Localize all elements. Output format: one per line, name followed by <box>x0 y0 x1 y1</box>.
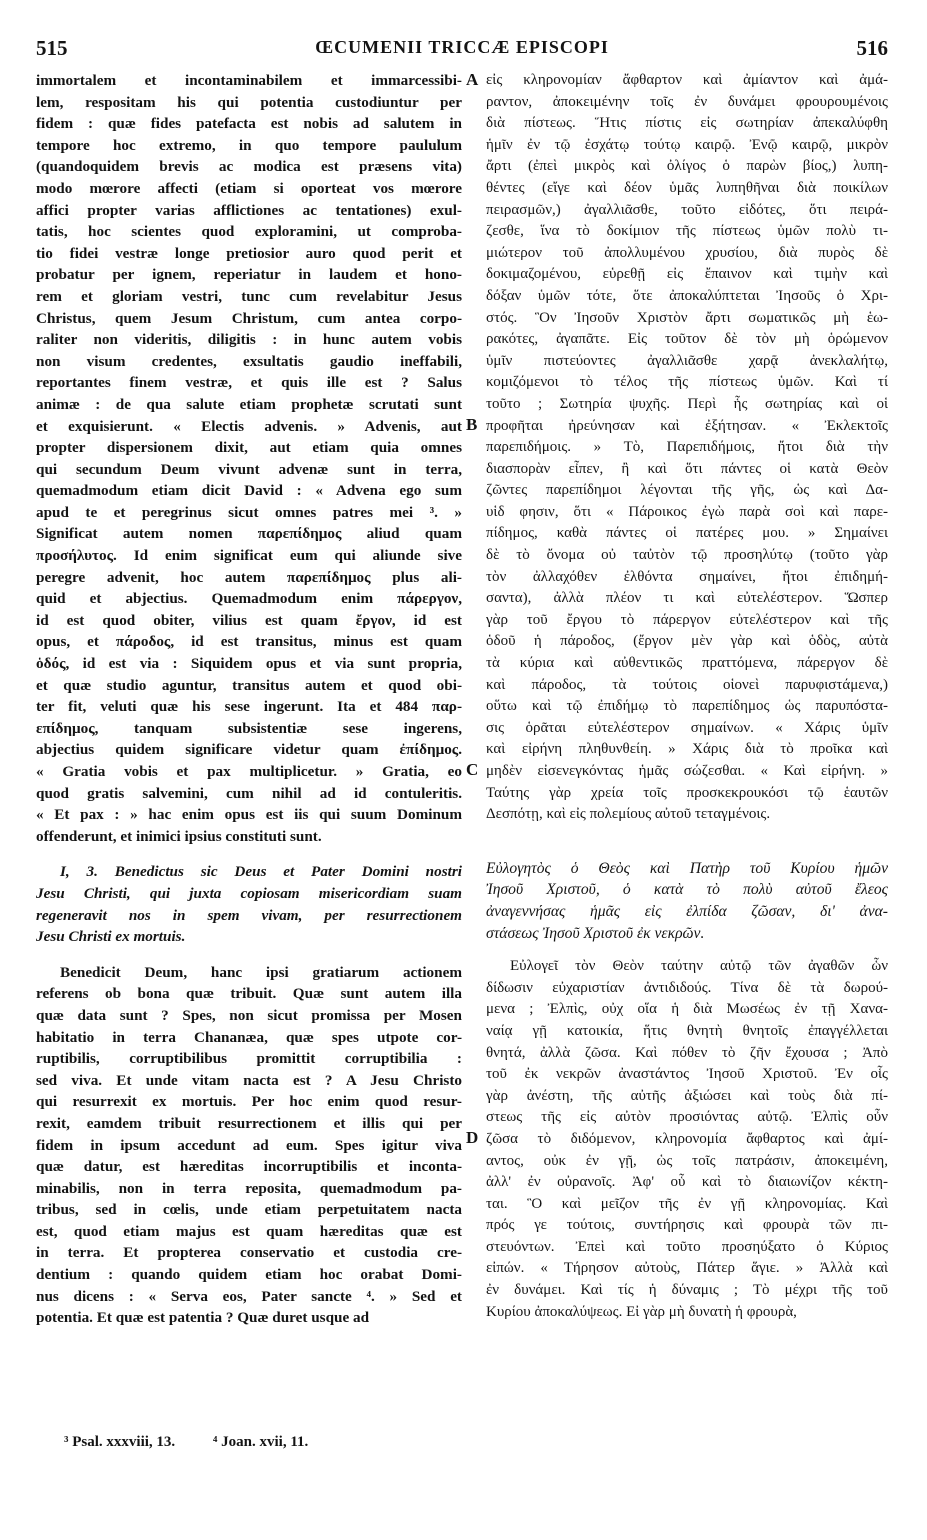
text-line: ναίᾳ γῇ κατοικία, ἥτις θνητὴ θνητοῖς ἐπαγγέλλεται <box>486 1022 888 1039</box>
text-line: καὶ πάροδος, τὰ τούτοις οἱονεὶ παρυφιστάμενα,) <box>486 676 888 693</box>
text-line: peregre advenit, hoc autem παρεπίδημος plus ali- <box>36 568 462 586</box>
text-line: potentia. Et quæ est patentia ? Quæ duret usque ad <box>36 1309 370 1327</box>
text-line: θέντες (εἴγε καὶ δέον ὑμᾶς λυπηθῆναι διὰ ποικίλων <box>486 179 888 196</box>
text-line: dentium : quando quidem etiam hoc orabat Domi- <box>36 1266 462 1284</box>
text-line: διὰ πίστεως. Ἥτις πίστις εἰς σωτηρίαν ἀπεκαλύφθη <box>486 115 888 132</box>
margin-letter-c: C <box>466 760 479 779</box>
text-line: μιώτερον τοῦ ἀπολλυμένου χρυσίου, διὰ πυρὸς δὲ <box>486 244 888 261</box>
text-line: Ταύτης γὰρ χρεία τοῖς προσκεκρουκόσι τῷ ἑαυτῶν <box>486 784 888 801</box>
text-line: ruptibilis, corruptibilibus promittit corruptibilia : <box>36 1050 462 1068</box>
text-line: Significat autem nomen παρεπίδημος aliud quam <box>36 525 462 543</box>
text-line: habitatio in terra Chananæa, quæ spes utpote cor- <box>36 1028 462 1046</box>
text-line: ἄρτι (ἐπεὶ μικρὸς καὶ ὀλίγος ὁ παρὼν βίος,) λυπη- <box>486 158 888 175</box>
text-line: τοῦτο ; Σωτηρία ψυχῆς. Περὶ ἧς σωτηρίας καὶ οἱ <box>486 395 888 412</box>
text-line: I, 3. Benedictus sic Deus et Pater Domini nostri <box>60 863 462 881</box>
text-line: Jesu Christi ex mortuis. <box>36 928 186 946</box>
text-line: offenderunt, et inimici ipsius constituti sunt. <box>36 827 322 845</box>
text-line: lem, respositam his qui potentia custodiuntur per <box>36 93 462 111</box>
text-line: ρακότες, ἀγαπᾶτε. Εἰς τοῦτον δὲ τὸν μὴ ὁρώμενον <box>486 331 888 348</box>
latin-scripture-heading <box>36 861 462 947</box>
text-line: modo mœrore affecti (etiam si oporteat vos mœrore <box>36 179 462 197</box>
text-line: non visum credentes, exsultatis gaudio ineffabili, <box>36 352 462 370</box>
text-line: quemadmodum etiam dicit David : « Advena ego sum <box>36 482 462 500</box>
text-line: (quandoquidem brevis ac modica est præsens vita) <box>36 158 462 176</box>
text-line: οὕτω καὶ τῷ ἐπιδήμῳ τὸ παρεπίδημος ὡς παρυπόστα- <box>486 698 888 715</box>
text-line: quæ datur, est hæreditas incorruptibilis et inconta- <box>36 1158 462 1176</box>
text-line: πειρασμῶν,) ἀγαλλιᾶσθε, τοῦτο εἰδότες, ὅτι πειρά- <box>486 201 888 218</box>
margin-letter-b: B <box>466 415 478 434</box>
text-line: apud te et peregrinus sicut omnes patres mei ³. » <box>36 503 462 521</box>
text-line: γὰρ τοῦ ἔργου τὸ πάρεργον εὐτελέστερον καὶ τῆς <box>486 611 888 628</box>
text-line: tribus, sed in cœlis, unde etiam perpetuitatem nacta <box>36 1201 462 1219</box>
text-line: fidem in ipsum accedunt ad eum. Spes igitur viva <box>36 1136 462 1154</box>
text-line: εἰπών. « Τήρησον αὐτοὺς, Πάτερ ἅγιε. » Ἀλλὰ καὶ <box>486 1260 888 1277</box>
text-line: ται. Ὃ καὶ μεῖζον τῆς ἐν γῇ κληρονομίας. Καὶ <box>486 1195 888 1212</box>
text-line: τοῦ ἐκ νεκρῶν ἀναστάντος Ἰησοῦ Χριστοῦ. Ἐν οἷς <box>486 1066 888 1083</box>
greek-body-2 <box>486 956 888 1323</box>
text-line: et exquisierunt. « Electis advenis. » Advenis, aut <box>36 417 462 435</box>
text-line: προφῆται ἠρεύνησαν καὶ ἐξήτησαν. « Ἐκλεκτοῖς <box>486 417 888 434</box>
text-line: « Gratia vobis et pax multiplicetur. » Gratia, eo <box>36 763 462 780</box>
text-line: referens ob bona quæ tribuit. Quæ sunt autem illa <box>36 985 462 1003</box>
text-line: ζῶσα τὸ διδόμενον, κληρονομία ἄφθαρτος καὶ ἀμί- <box>486 1130 888 1147</box>
margin-letter-a: A <box>466 70 479 89</box>
text-line: δόξαν ὑμῶν τότε, ὅτε ἀποκαλύπτεται Ἰησοῦς ὁ Χρι- <box>486 287 888 304</box>
text-line: abjectius quidem significare videtur quam ἐπίδημος. <box>36 741 462 759</box>
text-line: δὲ τὸ ὄνομα οὐ ταὐτὸν τῷ προσηλύτῳ (τοῦτο γὰρ <box>486 547 888 564</box>
text-line: id est quod obiter, vilius est quam ἔργον, id est <box>36 611 462 629</box>
text-line: μηδὲν εἰσενεγκόντας ἡμᾶς σώζεσθαι. « Καὶ εἰρήνη. » <box>486 763 888 779</box>
text-line: quæ data sunt ? Spes, non sicut promissa per Mosen <box>36 1006 462 1024</box>
text-line: Εὐλογεῖ τὸν Θεὸν ταύτην αὐτῷ τῶν ἀγαθῶν ὧν <box>510 958 888 975</box>
text-line: ter fit, veluti quæ his sese ingerunt. Ita et 484 παρ- <box>36 698 462 716</box>
text-line: qui resurrexit ex mortuis. Per hoc enim quod resur- <box>36 1093 462 1111</box>
text-line: ὁδός, id est via : Siquidem opus et via sunt propria, <box>36 655 462 673</box>
text-line: sed viva. Et unde vitam nacta est ? A Jesu Christo <box>36 1071 462 1089</box>
text-line: καὶ εἰρήνη πληθυνθείη. » Χάρις διὰ τὸ προῖκα καὶ <box>486 741 888 758</box>
text-line: στευόντων. Ἐπεὶ καὶ τοῦτο προσηύξατο ὁ Κύριος <box>486 1238 888 1255</box>
text-line: επίδημος, tanquam subsistentiæ sese ingerens, <box>36 719 462 737</box>
text-line: qui secundum Deum vivunt advenæ sunt in terra, <box>36 460 462 478</box>
running-title: ŒCUMENII TRICCÆ EPISCOPI <box>315 37 609 57</box>
text-line: προσήλυτος. Id enim significat eum qui aliunde sive <box>36 547 462 565</box>
footnotes <box>64 1434 342 1451</box>
text-line: fidem : quæ fides patefacta est nobis ad salutem in <box>36 115 462 133</box>
text-line: in terra. Et propterea conservatio et custodia cre- <box>36 1244 462 1262</box>
text-line: διασπορὰν εἶπεν, ἢ καὶ ὅτι πάντες οἱ κατὰ Θεὸν <box>486 460 888 477</box>
text-line: Jesu Christi, qui juxta copiosam misericordiam suam <box>36 884 462 902</box>
text-line: minabilis, non in terra reposita, quemadmodum pa- <box>36 1179 462 1197</box>
text-line: μενα ; Ἐλπὶς, οὐχ οἵα ἡ διὰ Μωσέως ἐν τῇ Χανα- <box>486 1001 888 1018</box>
footnote-4: ⁴ Joan. xvii, 11. <box>212 1434 309 1450</box>
text-line: rem et gloriam vestri, tunc cum revelabitur Jesus <box>36 287 462 305</box>
text-line: tio fidei vestræ longe pretiosior auro quod perit et <box>36 244 462 262</box>
latin-body-2 <box>36 962 462 1329</box>
text-line: rexit, eamdem tribuit resurrectionem et illis qui per <box>36 1114 462 1132</box>
text-line: Benedicit Deum, hanc ipsi gratiarum actionem <box>60 963 462 981</box>
text-line: ὁδοῦ ἡ πάροδος, (ἔργον μὲν γὰρ καὶ ὁδὸς, αὐτὰ <box>486 633 888 650</box>
text-line: Ἰησοῦ Χριστοῦ, ὁ κατὰ τὸ πολὺ αὐτοῦ ἔλεος <box>486 881 888 899</box>
text-line: animæ : de qua salute etiam prophetæ scrutati sunt <box>36 395 462 413</box>
text-line: υἱδ φησιν, ὅτι « Πάροικος ἐγὼ παρὰ σοὶ καὶ παρε- <box>486 503 888 520</box>
page-number-left: 515 <box>36 36 68 60</box>
text-line: Christus, quem Jesum Christum, cum antea corpo- <box>36 309 462 327</box>
text-line: κομιζόμενοι τὸ τέλος τῆς πίστεως ὑμῶν. Καὶ τί <box>486 374 888 391</box>
text-line: τὰ κύρια καὶ αὐθεντικῶς πραττόμενα, πάρεργον δὲ <box>486 655 888 672</box>
text-line: θνητά, ἀλλὰ ζῶσα. Καὶ πόθεν τὸ ζῆν ἔχουσα ; Ἀπὸ <box>486 1044 888 1061</box>
footnote-3: ³ Psal. xxxviii, 13. <box>64 1434 176 1450</box>
text-line: σις ὁρᾶται εὐτελέστερον σημαίνων. « Χάρις ὑμῖν <box>486 719 888 736</box>
text-line: probatur per ignem, reperiatur in laudem et hono- <box>36 266 462 284</box>
text-line: Κυρίου ἀποκαλύψεως. Εἰ γὰρ μὴ δυνατὴ ἡ φρουρὰ, <box>486 1303 797 1320</box>
text-line: παρεπιδήμοις. » Τὸ, Παρεπιδήμοις, ἤτοι διὰ τὴν <box>486 439 888 456</box>
text-line: γὰρ ἀνέστη, τῆς αὐτῆς ἀξιώσει καὶ τοὺς διὰ πί- <box>486 1087 888 1104</box>
text-line: est, quod etiam majus est quam hæreditas quæ est <box>36 1222 462 1240</box>
text-line: στάσεως Ἰησοῦ Χριστοῦ ἐκ νεκρῶν. <box>486 924 705 942</box>
text-line: στεως τῆς εἰς αὐτὸν προσιόντας αὐτῷ. Ἐλπὶς οὖν <box>486 1109 888 1126</box>
text-line: ζῶντες παρεπίδημοι λέγονται τῆς γῆς, ὡς καὶ Δα- <box>486 482 888 499</box>
text-line: tatis, hoc scientes quod exploramini, ut comproba- <box>36 223 462 241</box>
greek-scripture-heading <box>486 858 888 944</box>
text-line: Εὐλογητὸς ὁ Θεὸς καὶ Πατὴρ τοῦ Κυρίου ἡμῶν <box>486 859 888 877</box>
text-line: δίδωσιν εὐχαριστίαν ἀντιδιδούς. Τίνα δὲ τὰ δωρού- <box>486 979 888 996</box>
greek-column <box>486 70 888 1323</box>
text-line: στός. Ὃν Ἰησοῦν Χριστὸν ἄρτι σωματικῶς μὴ ἑω- <box>486 309 888 326</box>
text-line: ραντον, ἀποκειμένην τοῖς ἐν δυνάμει φρουρουμένοις <box>486 93 888 110</box>
text-line: quod gratis salvemini, cum nihil ad id contuleritis. <box>36 784 462 802</box>
text-line: quid et abjectius. Quemadmodum enim πάρεργον, <box>36 590 462 608</box>
text-line: regeneravit nos in spem vivam, per resurrectionem <box>36 906 462 924</box>
text-line: ἐν δυνάμει. Καὶ τίς ἡ δύναμις ; Τὸ μέχρι τῆς τοῦ <box>486 1282 888 1299</box>
text-line: εἰς κληρονομίαν ἄφθαρτον καὶ ἀμίαντον καὶ ἀμά- <box>486 72 888 88</box>
text-line: ἡμῖν ἐν τῷ ἐσχάτῳ τούτῳ καιρῷ. Ἐνῷ καιρῷ, μικρὸν <box>486 136 888 153</box>
text-line: « Et pax : » hac enim opus est iis qui suum Dominum <box>36 806 462 824</box>
text-line: tempore hoc extremo, in quo tempore paululum <box>36 136 462 154</box>
text-line: Δεσπότῃ, καὶ εἰς πολεμίους αὐτοῦ τεταγμένοις. <box>486 806 771 823</box>
text-line: αντος, οὐκ ἐν γῇ, ὡς τοῖς πατράσιν, ἀποκειμένη, <box>486 1152 888 1169</box>
text-line: πρός γε τούτοις, συντήρησις καὶ φρουρὰ τῶν πι- <box>486 1217 888 1234</box>
greek-body <box>486 70 888 826</box>
page-number-right: 516 <box>856 36 888 60</box>
text-line: et quæ studio aguntur, transitus autem et quod obi- <box>36 676 462 694</box>
text-line: σαντα), ἀλλὰ πλέον τι καὶ εὐτελέστερον. Ὥσπερ <box>486 590 888 607</box>
running-header <box>36 36 888 66</box>
text-line: τὸν ἀλλαχόθεν ἐλθόντα σημαίνει, ἤτοι ἐπιδημή- <box>486 568 888 585</box>
margin-letter-d: D <box>466 1128 479 1147</box>
text-line: opus, et πάροδος, id est transitus, minus est quam <box>36 633 462 651</box>
text-line: ζεσθε, ἵνα τὸ δοκίμιον τῆς πίστεως ὑμῶν πολὺ τι- <box>486 223 888 240</box>
latin-body <box>36 70 462 847</box>
text-line: ὑμῖν πιστεύοντες ἀγαλλιᾶσθε χαρᾷ ἀνεκλαλήτῳ, <box>486 352 888 369</box>
text-line: reportantes finem vestræ, et quis ille est ? Salus <box>36 374 462 392</box>
text-line: πίδημος, καθὰ πάντες οἱ πατέρες μου. » Σημαίνει <box>486 525 888 542</box>
text-line: ἀλλ' ἐν οὐρανοῖς. Ἀφ' οὗ καὶ τὸ διαιωνίζον κέκτη- <box>486 1174 888 1191</box>
text-line: propter dispersionem dixit, aut etiam quia omnes <box>36 439 462 457</box>
text-line: δοκιμαζομένου, εὑρεθῇ εἰς ἔπαινον καὶ τιμὴν καὶ <box>486 266 888 283</box>
text-line: immortalem et incontaminabilem et immarcessibi- <box>36 72 462 89</box>
text-line: nus dicens : « Serva eos, Pater sancte ⁴. » Sed et <box>36 1287 462 1305</box>
text-line: affici propter varias afflictiones ac tentationes) exul- <box>36 201 462 219</box>
text-line: raliter non videritis, diligitis : in hunc autem vobis <box>36 331 462 349</box>
latin-column <box>36 70 462 1329</box>
text-line: ἀναγεννήσας ἡμᾶς εἰς ἐλπίδα ζῶσαν, δι' ἀνα- <box>486 902 888 920</box>
